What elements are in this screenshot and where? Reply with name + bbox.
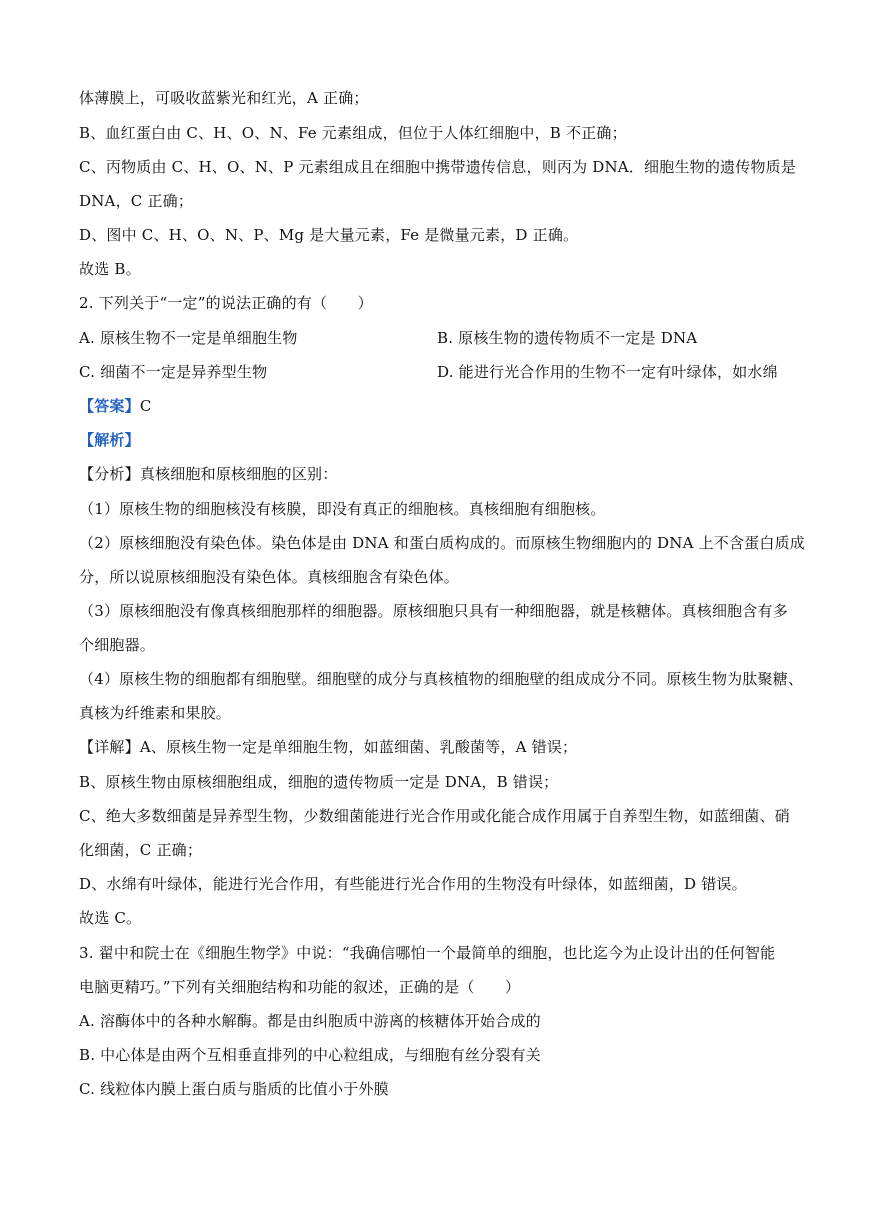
fenxi-line bbox=[79, 464, 337, 484]
text-line: DNA，C 正确； bbox=[79, 192, 194, 210]
text-line: C、绝大多数细菌是异养型生物，少数细菌能进行光合作用或化能合成作用属于自养型生物，如蓝细菌、硝 bbox=[79, 807, 790, 825]
option-a: A. 原核生物不一定是单细胞生物 bbox=[79, 329, 298, 347]
option-d: D. 能进行光合作用的生物不一定有叶绿体，如水绵 bbox=[437, 363, 778, 381]
detail-tag: 【详解】 bbox=[79, 738, 140, 756]
answer-tag: 【答案】 bbox=[79, 397, 140, 415]
text-line: 真核为纤维素和果胶。 bbox=[79, 704, 232, 722]
fenxi-text: 真核细胞和原核细胞的区别： bbox=[139, 465, 338, 483]
option-c: C. 细菌不一定是异养型生物 bbox=[79, 363, 268, 381]
text-line: 故选 C。 bbox=[79, 909, 142, 927]
text-line: （2）原核细胞没有染色体。染色体是由 DNA 和蛋白质构成的。而原核生物细胞内的 DNA 上不含蛋白质成 bbox=[79, 534, 805, 552]
text-line: 个细胞器。 bbox=[79, 636, 156, 654]
question-3-stem: 3. 翟中和院士在《细胞生物学》中说：“我确信哪怕一个最简单的细胞，也比迄今为止设计出的任何智能 bbox=[79, 944, 776, 962]
option-b: B. 中心体是由两个互相垂直排列的中心粒组成，与细胞有丝分裂有关 bbox=[79, 1046, 541, 1064]
text-line: B、血红蛋白由 C、H、O、N、Fe 元素组成，但位于人体红细胞中，B 不正确； bbox=[79, 124, 627, 142]
detail-line bbox=[79, 737, 577, 757]
detail-text: A、原核生物一定是单细胞生物，如蓝细菌、乳酸菌等，A 错误； bbox=[139, 738, 578, 756]
text-line: 体薄膜上，可吸收蓝紫光和红光，A 正确； bbox=[79, 89, 369, 107]
text-line: 电脑更精巧。”下列有关细胞结构和功能的叙述，正确的是（ ） bbox=[79, 978, 521, 996]
text-line: 故选 B。 bbox=[79, 260, 141, 278]
option-b: B. 原核生物的遗传物质不一定是 DNA bbox=[437, 329, 698, 347]
text-line: B、原核生物由原核细胞组成，细胞的遗传物质一定是 DNA，B 错误； bbox=[79, 773, 559, 791]
text-line: 化细菌，C 正确； bbox=[79, 841, 203, 859]
text-line: 分，所以说原核细胞没有染色体。真核细胞含有染色体。 bbox=[79, 568, 460, 586]
answer-line bbox=[79, 396, 152, 416]
text-line: （4）原核生物的细胞都有细胞壁。细胞壁的成分与真核植物的细胞壁的组成成分不同。原核生物为肽聚糖、 bbox=[79, 670, 804, 688]
text-line: D、水绵有叶绿体，能进行光合作用，有些能进行光合作用的生物没有叶绿体，如蓝细菌，D 错误。 bbox=[79, 875, 747, 893]
text-line: （1）原核生物的细胞核没有核膜，即没有真正的细胞核。真核细胞有细胞核。 bbox=[79, 500, 606, 518]
option-c: C. 线粒体内膜上蛋白质与脂质的比值小于外膜 bbox=[79, 1080, 389, 1098]
text-line: C、丙物质由 C、H、O、N、P 元素组成且在细胞中携带遗传信息，则丙为 DNA．细胞生物的遗传物质是 bbox=[79, 158, 797, 176]
option-a: A. 溶酶体中的各种水解酶。都是由纠胞质中游离的核糖体开始合成的 bbox=[79, 1012, 541, 1030]
analysis-line bbox=[79, 430, 140, 450]
question-2-stem: 2. 下列关于“一定”的说法正确的有（ ） bbox=[79, 294, 373, 312]
answer-value: C bbox=[139, 397, 152, 415]
text-line: D、图中 C、H、O、N、P、Mg 是大量元素，Fe 是微量元素，D 正确。 bbox=[79, 226, 579, 244]
analysis-tag: 【解析】 bbox=[79, 431, 140, 449]
fenxi-tag: 【分析】 bbox=[79, 465, 140, 483]
text-line: （3）原核细胞没有像真核细胞那样的细胞器。原核细胞只具有一种细胞器，就是核糖体。真核细胞含有多 bbox=[79, 602, 788, 620]
